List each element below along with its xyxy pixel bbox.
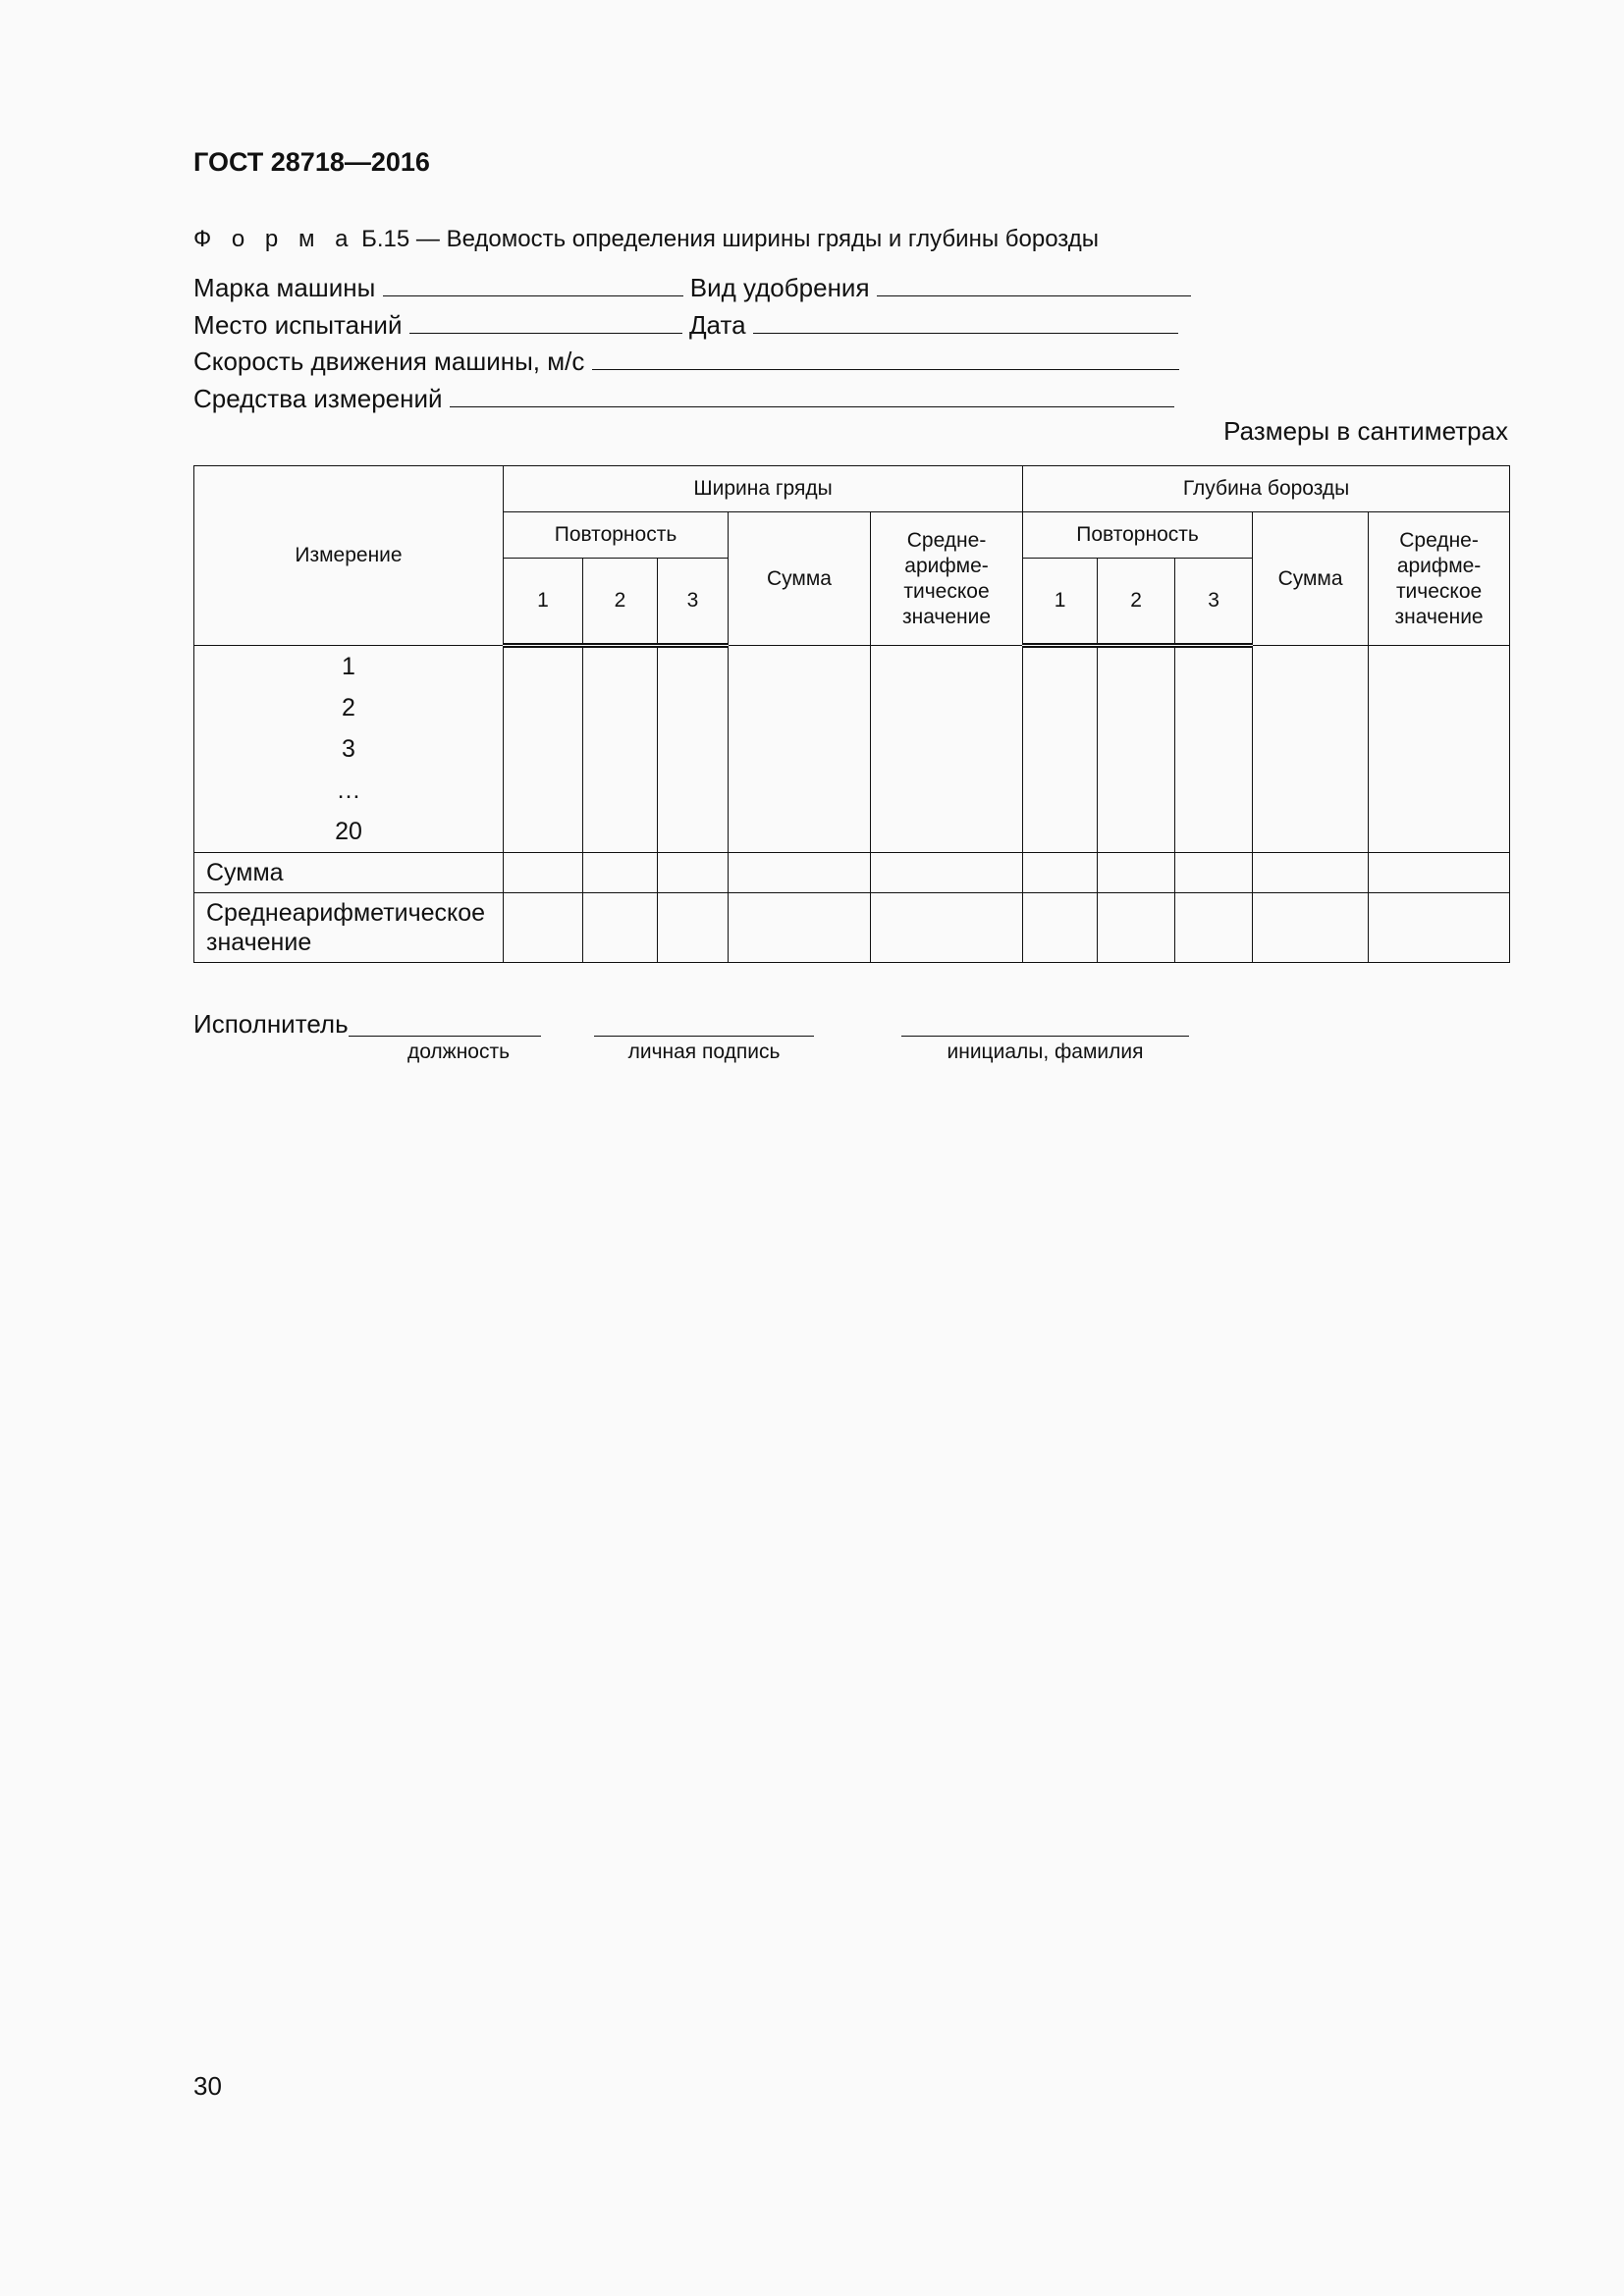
header-bed-width: Ширина гряды — [504, 466, 1023, 512]
header-width-sum: Сумма — [729, 512, 871, 646]
form-name: Б.15 — Ведомость определения ширины гряды и глубины борозды — [361, 226, 1100, 252]
performer-label: Исполнитель — [193, 1009, 349, 1039]
sum-cell[interactable] — [1369, 853, 1510, 893]
mean-cell[interactable] — [1175, 893, 1253, 963]
header-depth-sum: Сумма — [1253, 512, 1369, 646]
fertilizer-type-label: Вид удобрения — [689, 273, 870, 302]
row-number: … — [336, 776, 361, 804]
test-place-field[interactable] — [409, 311, 682, 334]
mean-cell[interactable] — [583, 893, 658, 963]
row-number: 1 — [342, 653, 355, 680]
measurement-table — [193, 465, 1510, 963]
date-label: Дата — [688, 310, 746, 340]
mean-cell[interactable] — [1023, 893, 1098, 963]
data-cell[interactable] — [1098, 646, 1175, 853]
mean-cell[interactable] — [1253, 893, 1369, 963]
date-field[interactable] — [753, 311, 1178, 334]
name-field[interactable] — [901, 1036, 1189, 1037]
header-depth-rep-1: 1 — [1023, 559, 1098, 646]
mean-cell[interactable] — [504, 893, 583, 963]
data-cell[interactable] — [1023, 646, 1098, 853]
data-cell[interactable] — [504, 646, 583, 853]
row-numbers-cell — [194, 646, 504, 853]
data-cell[interactable] — [729, 646, 871, 853]
form-title — [193, 226, 1099, 253]
mean-cell[interactable] — [871, 893, 1023, 963]
sum-cell[interactable] — [1175, 853, 1253, 893]
header-width-rep-2: 2 — [583, 559, 658, 646]
sum-cell[interactable] — [504, 853, 583, 893]
sum-cell[interactable] — [1253, 853, 1369, 893]
data-cell[interactable] — [871, 646, 1023, 853]
data-cell[interactable] — [1175, 646, 1253, 853]
mean-cell[interactable] — [1369, 893, 1510, 963]
machine-brand-label: Марка машины — [193, 273, 376, 302]
field-row-machine — [193, 273, 1191, 303]
sum-cell[interactable] — [583, 853, 658, 893]
row-sum-label: Сумма — [194, 853, 504, 893]
mean-cell[interactable] — [1098, 893, 1175, 963]
sum-cell[interactable] — [658, 853, 729, 893]
sum-cell[interactable] — [729, 853, 871, 893]
signature-caption: личная подпись — [627, 1041, 781, 1063]
header-measurement: Измерение — [194, 466, 504, 646]
header-depth-mean: Средне-арифме-тическое значение — [1369, 512, 1510, 646]
header-depth-rep-3: 3 — [1175, 559, 1253, 646]
mean-cell[interactable] — [729, 893, 871, 963]
data-cell[interactable] — [583, 646, 658, 853]
data-cell[interactable] — [1253, 646, 1369, 853]
sum-cell[interactable] — [1023, 853, 1098, 893]
measuring-tools-field[interactable] — [450, 385, 1174, 407]
header-width-mean: Средне-арифме-тическое значение — [871, 512, 1023, 646]
header-width-rep-3: 3 — [658, 559, 729, 646]
position-field[interactable] — [349, 1036, 541, 1037]
name-caption: инициалы, фамилия — [947, 1041, 1144, 1063]
row-number: 20 — [335, 818, 362, 845]
measuring-tools-label: Средства измерений — [193, 384, 443, 413]
header-width-rep-1: 1 — [504, 559, 583, 646]
header-furrow-depth: Глубина борозды — [1023, 466, 1510, 512]
document-header: ГОСТ 28718—2016 — [193, 147, 430, 177]
units-note: Размеры в сантиметрах — [1223, 416, 1508, 446]
sum-cell[interactable] — [1098, 853, 1175, 893]
sum-cell[interactable] — [871, 853, 1023, 893]
test-place-label: Место испытаний — [193, 310, 403, 340]
header-depth-repetition: Повторность — [1023, 512, 1253, 559]
field-row-speed — [193, 347, 1179, 377]
data-cell[interactable] — [1369, 646, 1510, 853]
field-row-tools — [193, 384, 1174, 414]
field-row-place — [193, 310, 1178, 341]
machine-speed-label: Скорость движения машины, м/с — [193, 347, 585, 376]
header-width-repetition: Повторность — [504, 512, 729, 559]
page-number: 30 — [193, 2071, 222, 2101]
row-number: 2 — [342, 694, 355, 721]
form-prefix: Ф о р м а — [193, 226, 355, 252]
mean-cell[interactable] — [658, 893, 729, 963]
machine-speed-field[interactable] — [592, 347, 1179, 370]
signature-field[interactable] — [594, 1036, 814, 1037]
header-depth-rep-2: 2 — [1098, 559, 1175, 646]
machine-brand-field[interactable] — [383, 274, 683, 296]
fertilizer-type-field[interactable] — [877, 274, 1191, 296]
data-cell[interactable] — [658, 646, 729, 853]
row-mean-label: Среднеарифметическое значение — [194, 893, 504, 963]
row-number: 3 — [342, 735, 355, 763]
position-caption: должность — [406, 1041, 511, 1063]
